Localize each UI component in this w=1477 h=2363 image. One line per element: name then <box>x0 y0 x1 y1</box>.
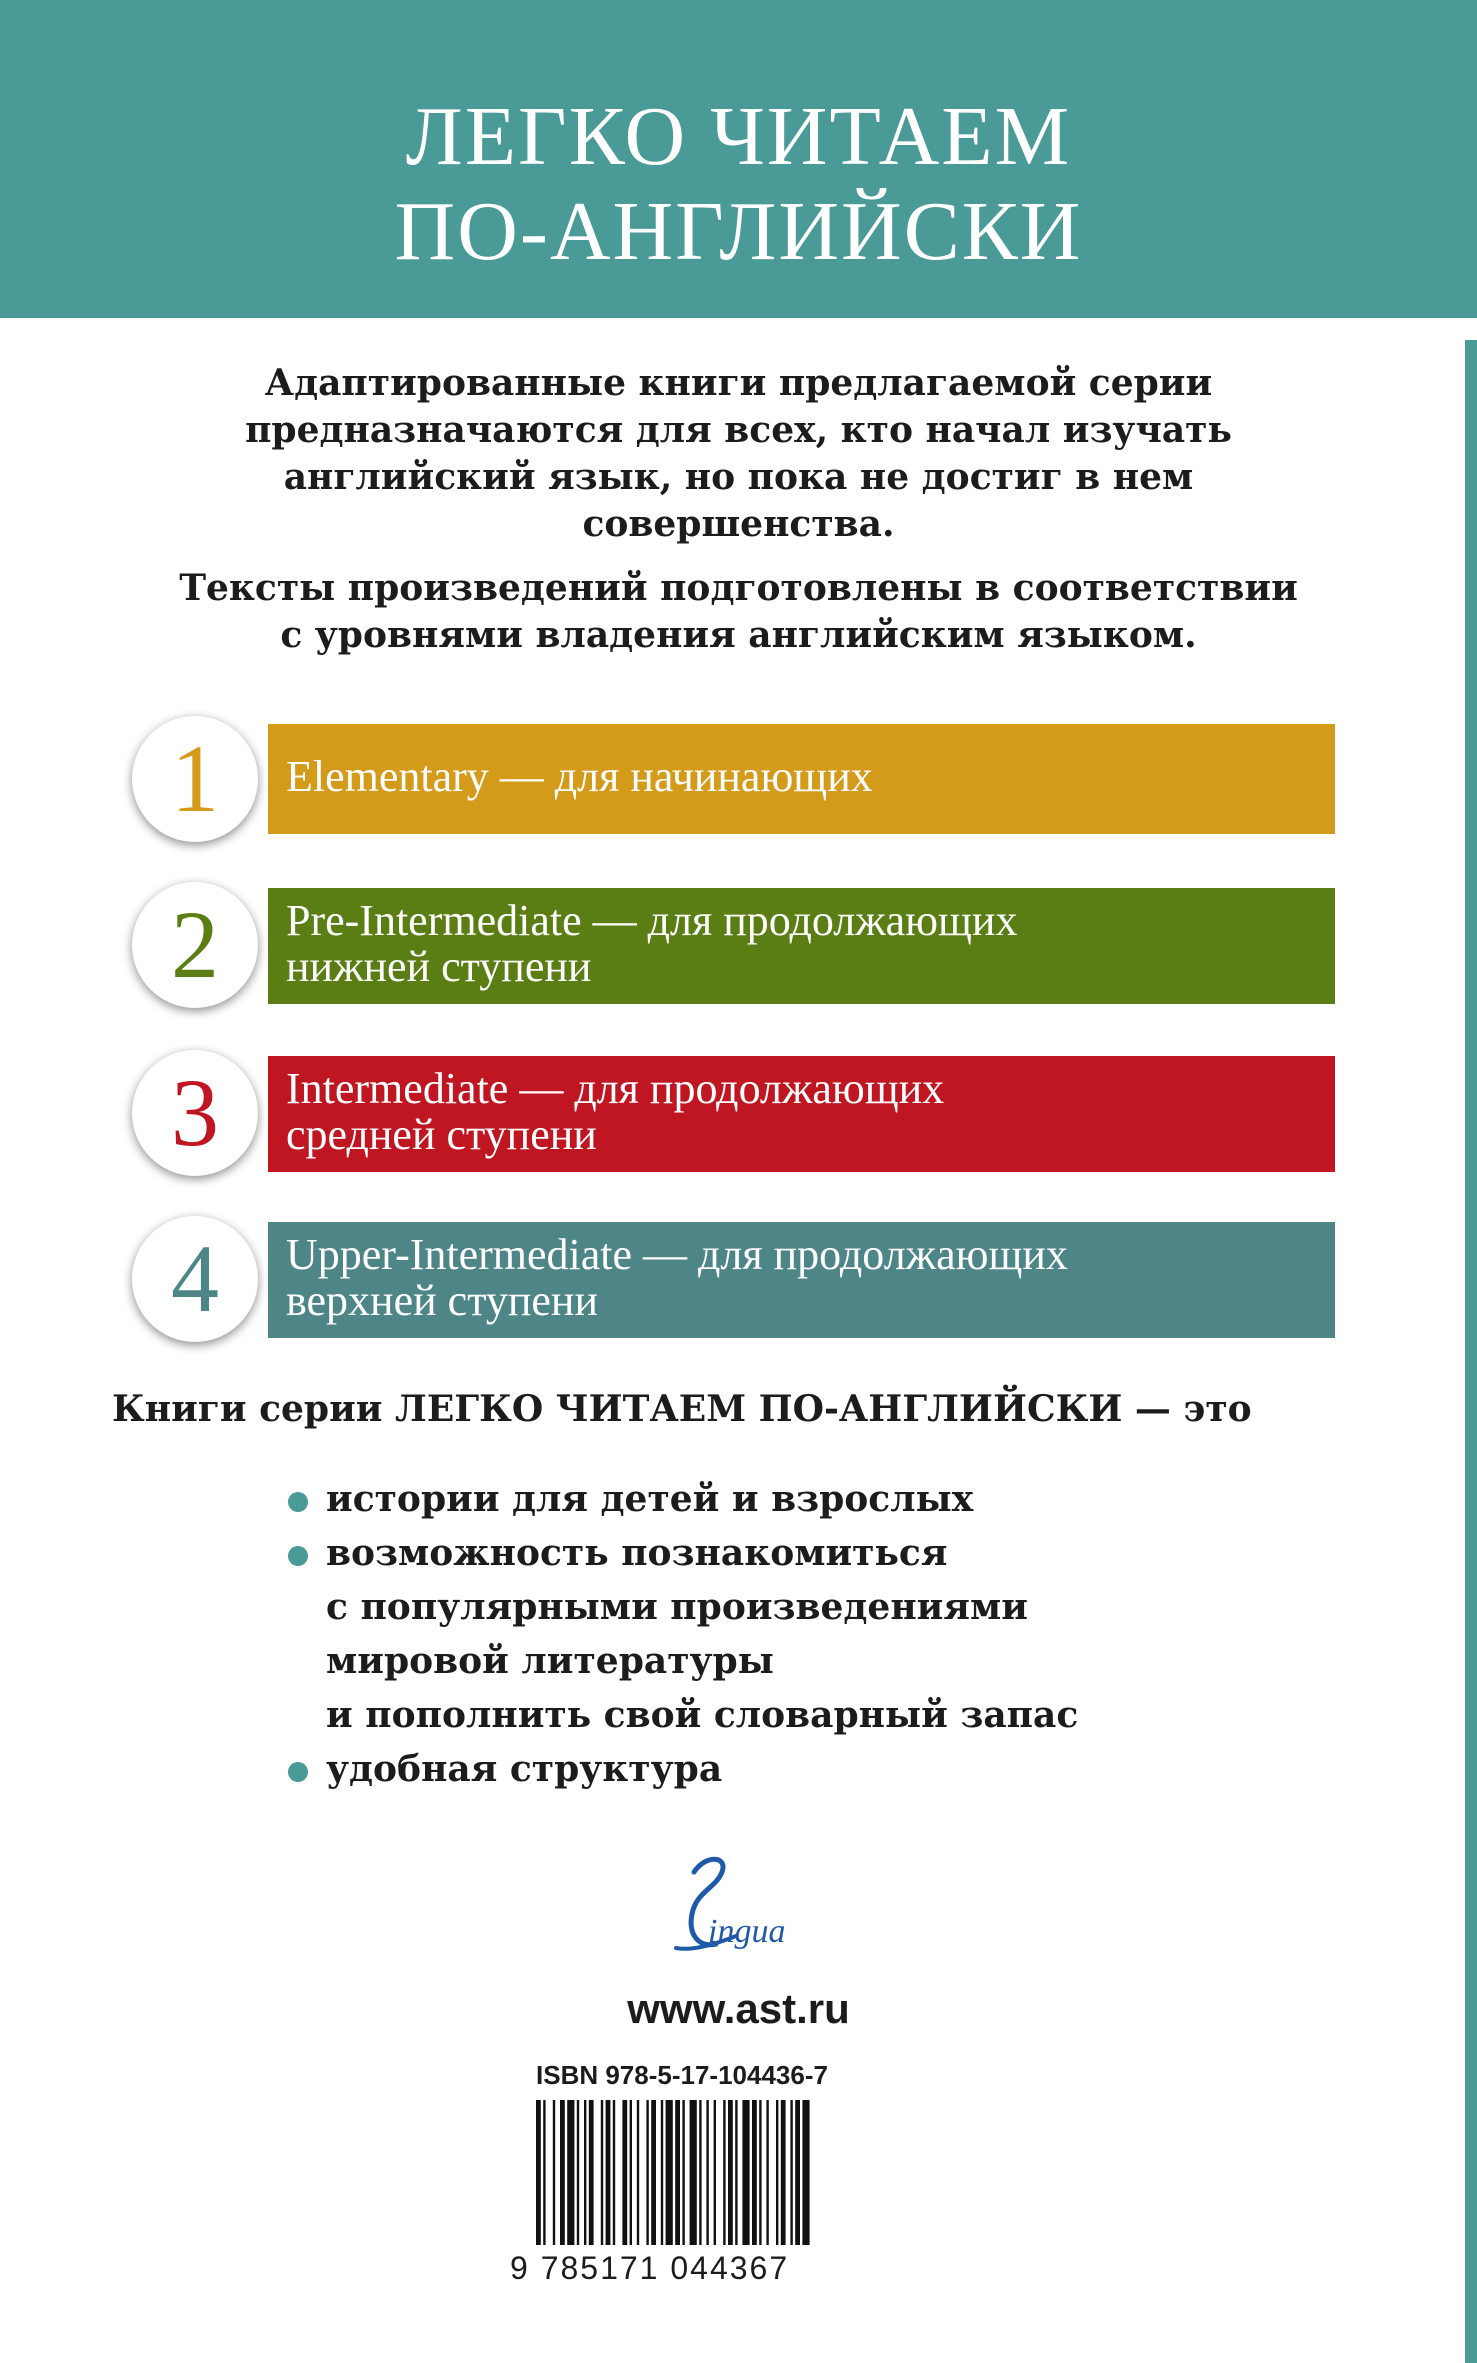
level-1-label: Elementary — для начинающих <box>286 752 873 801</box>
barcode-bar <box>637 2100 639 2245</box>
series-title-line-2: ПО-АНГЛИЙСКИ <box>394 185 1083 278</box>
bullet-dot-icon <box>288 1546 308 1566</box>
barcode-bar <box>675 2100 680 2245</box>
intro-line: Тексты произведений подготовлены в соответствии <box>179 567 1298 609</box>
level-2-band <box>268 888 1335 1004</box>
barcode-bar <box>795 2100 800 2245</box>
intro-paragraph-1 <box>0 360 1477 548</box>
barcode-bar <box>723 2100 725 2245</box>
barcode-bar <box>759 2100 761 2245</box>
barcode-bar <box>752 2100 757 2245</box>
list-item-line: с популярными произведениями <box>326 1586 1028 1628</box>
level-3-label <box>286 1066 944 1158</box>
list-item-line: удобная структура <box>326 1748 723 1790</box>
list-item <box>288 1742 1078 1796</box>
level-2-number-badge: 2 <box>132 882 258 1008</box>
barcode-icon <box>536 2100 896 2245</box>
feature-list <box>288 1472 1078 1796</box>
barcode-bar <box>630 2100 632 2245</box>
level-3-label-line-1: Intermediate — для продолжающих <box>286 1064 945 1113</box>
barcode-bar <box>682 2100 684 2245</box>
barcode-bar <box>714 2100 716 2245</box>
intro-line: с уровнями владения английским языком. <box>280 614 1197 656</box>
series-title-line-1: ЛЕГКО ЧИТАЕМ <box>405 90 1072 183</box>
svg-text:ingua: ingua <box>708 1913 786 1950</box>
barcode-bar <box>560 2100 565 2245</box>
intro-line: Адаптированные книги предлагаемой серии <box>264 362 1213 404</box>
level-3-band <box>268 1056 1335 1172</box>
barcode-bar <box>646 2100 648 2245</box>
barcode-bar <box>601 2100 603 2245</box>
level-2-label <box>286 898 1017 990</box>
barcode-bar <box>790 2100 792 2245</box>
level-4-number-badge: 4 <box>132 1216 258 1342</box>
intro-paragraph-2 <box>0 565 1477 659</box>
title-banner <box>0 0 1477 318</box>
barcode-bar <box>802 2100 809 2245</box>
level-2-label-line-2: нижней ступени <box>286 942 592 991</box>
bullet-dot-icon <box>288 1492 308 1512</box>
level-4-label <box>286 1232 1068 1324</box>
barcode-bar <box>567 2100 574 2245</box>
barcode-bar <box>584 2100 586 2245</box>
level-3-label-line-2: средней ступени <box>286 1110 597 1159</box>
isbn-number: ISBN 978-5-17-104436-7 <box>536 2060 828 2090</box>
barcode-bar <box>699 2100 701 2245</box>
barcode-bar <box>589 2100 594 2245</box>
series-description-heading: Книги серии ЛЕГКО ЧИТАЕМ ПО-АНГЛИЙСКИ — это <box>112 1388 1252 1430</box>
bullet-dot-icon <box>288 1762 308 1782</box>
intro-line: совершенства. <box>582 503 895 545</box>
list-item-line: возможность познакомиться <box>326 1532 948 1574</box>
level-2-label-line-1: Pre-Intermediate — для продолжающих <box>286 896 1018 945</box>
barcode-bar <box>766 2100 768 2245</box>
list-item-line: и пополнить свой словарный запас <box>326 1694 1079 1736</box>
barcode-bar <box>706 2100 708 2245</box>
intro-line: английский язык, но пока не достиг в нем <box>283 456 1194 498</box>
barcode-bar <box>781 2100 786 2245</box>
barcode-bar <box>577 2100 579 2245</box>
level-4-label-line-1: Upper-Intermediate — для продолжающих <box>286 1230 1068 1279</box>
level-1-number-badge: 1 <box>132 716 258 842</box>
barcode-bar <box>606 2100 611 2245</box>
level-4-band <box>268 1222 1335 1338</box>
barcode-bar <box>613 2100 615 2245</box>
barcode-bar <box>666 2100 673 2245</box>
list-item-line: истории для детей и взрослых <box>326 1478 974 1520</box>
lingua-logo-icon <box>636 1852 816 1962</box>
barcode-bar <box>661 2100 663 2245</box>
barcode-bar <box>776 2100 778 2245</box>
level-1-band <box>268 724 1335 834</box>
barcode-bar <box>742 2100 749 2245</box>
barcode-bar <box>651 2100 656 2245</box>
barcode-bar <box>728 2100 733 2245</box>
barcode-bar <box>735 2100 737 2245</box>
list-item-line: мировой литературы <box>326 1640 774 1682</box>
list-item <box>288 1526 1078 1742</box>
barcode-bar <box>536 2100 541 2245</box>
intro-line: предназначаются для всех, кто начал изучать <box>245 409 1232 451</box>
barcode-bar <box>690 2100 697 2245</box>
website-url: www.ast.ru <box>627 1985 850 2032</box>
list-item <box>288 1472 1078 1526</box>
level-4-label-line-2: верхней ступени <box>286 1276 599 1325</box>
barcode-bar <box>543 2100 545 2245</box>
barcode-bar <box>553 2100 555 2245</box>
barcode-digits: 9 785171 044367 <box>510 2250 790 2286</box>
barcode-bar <box>622 2100 627 2245</box>
level-3-number-badge: 3 <box>132 1050 258 1176</box>
